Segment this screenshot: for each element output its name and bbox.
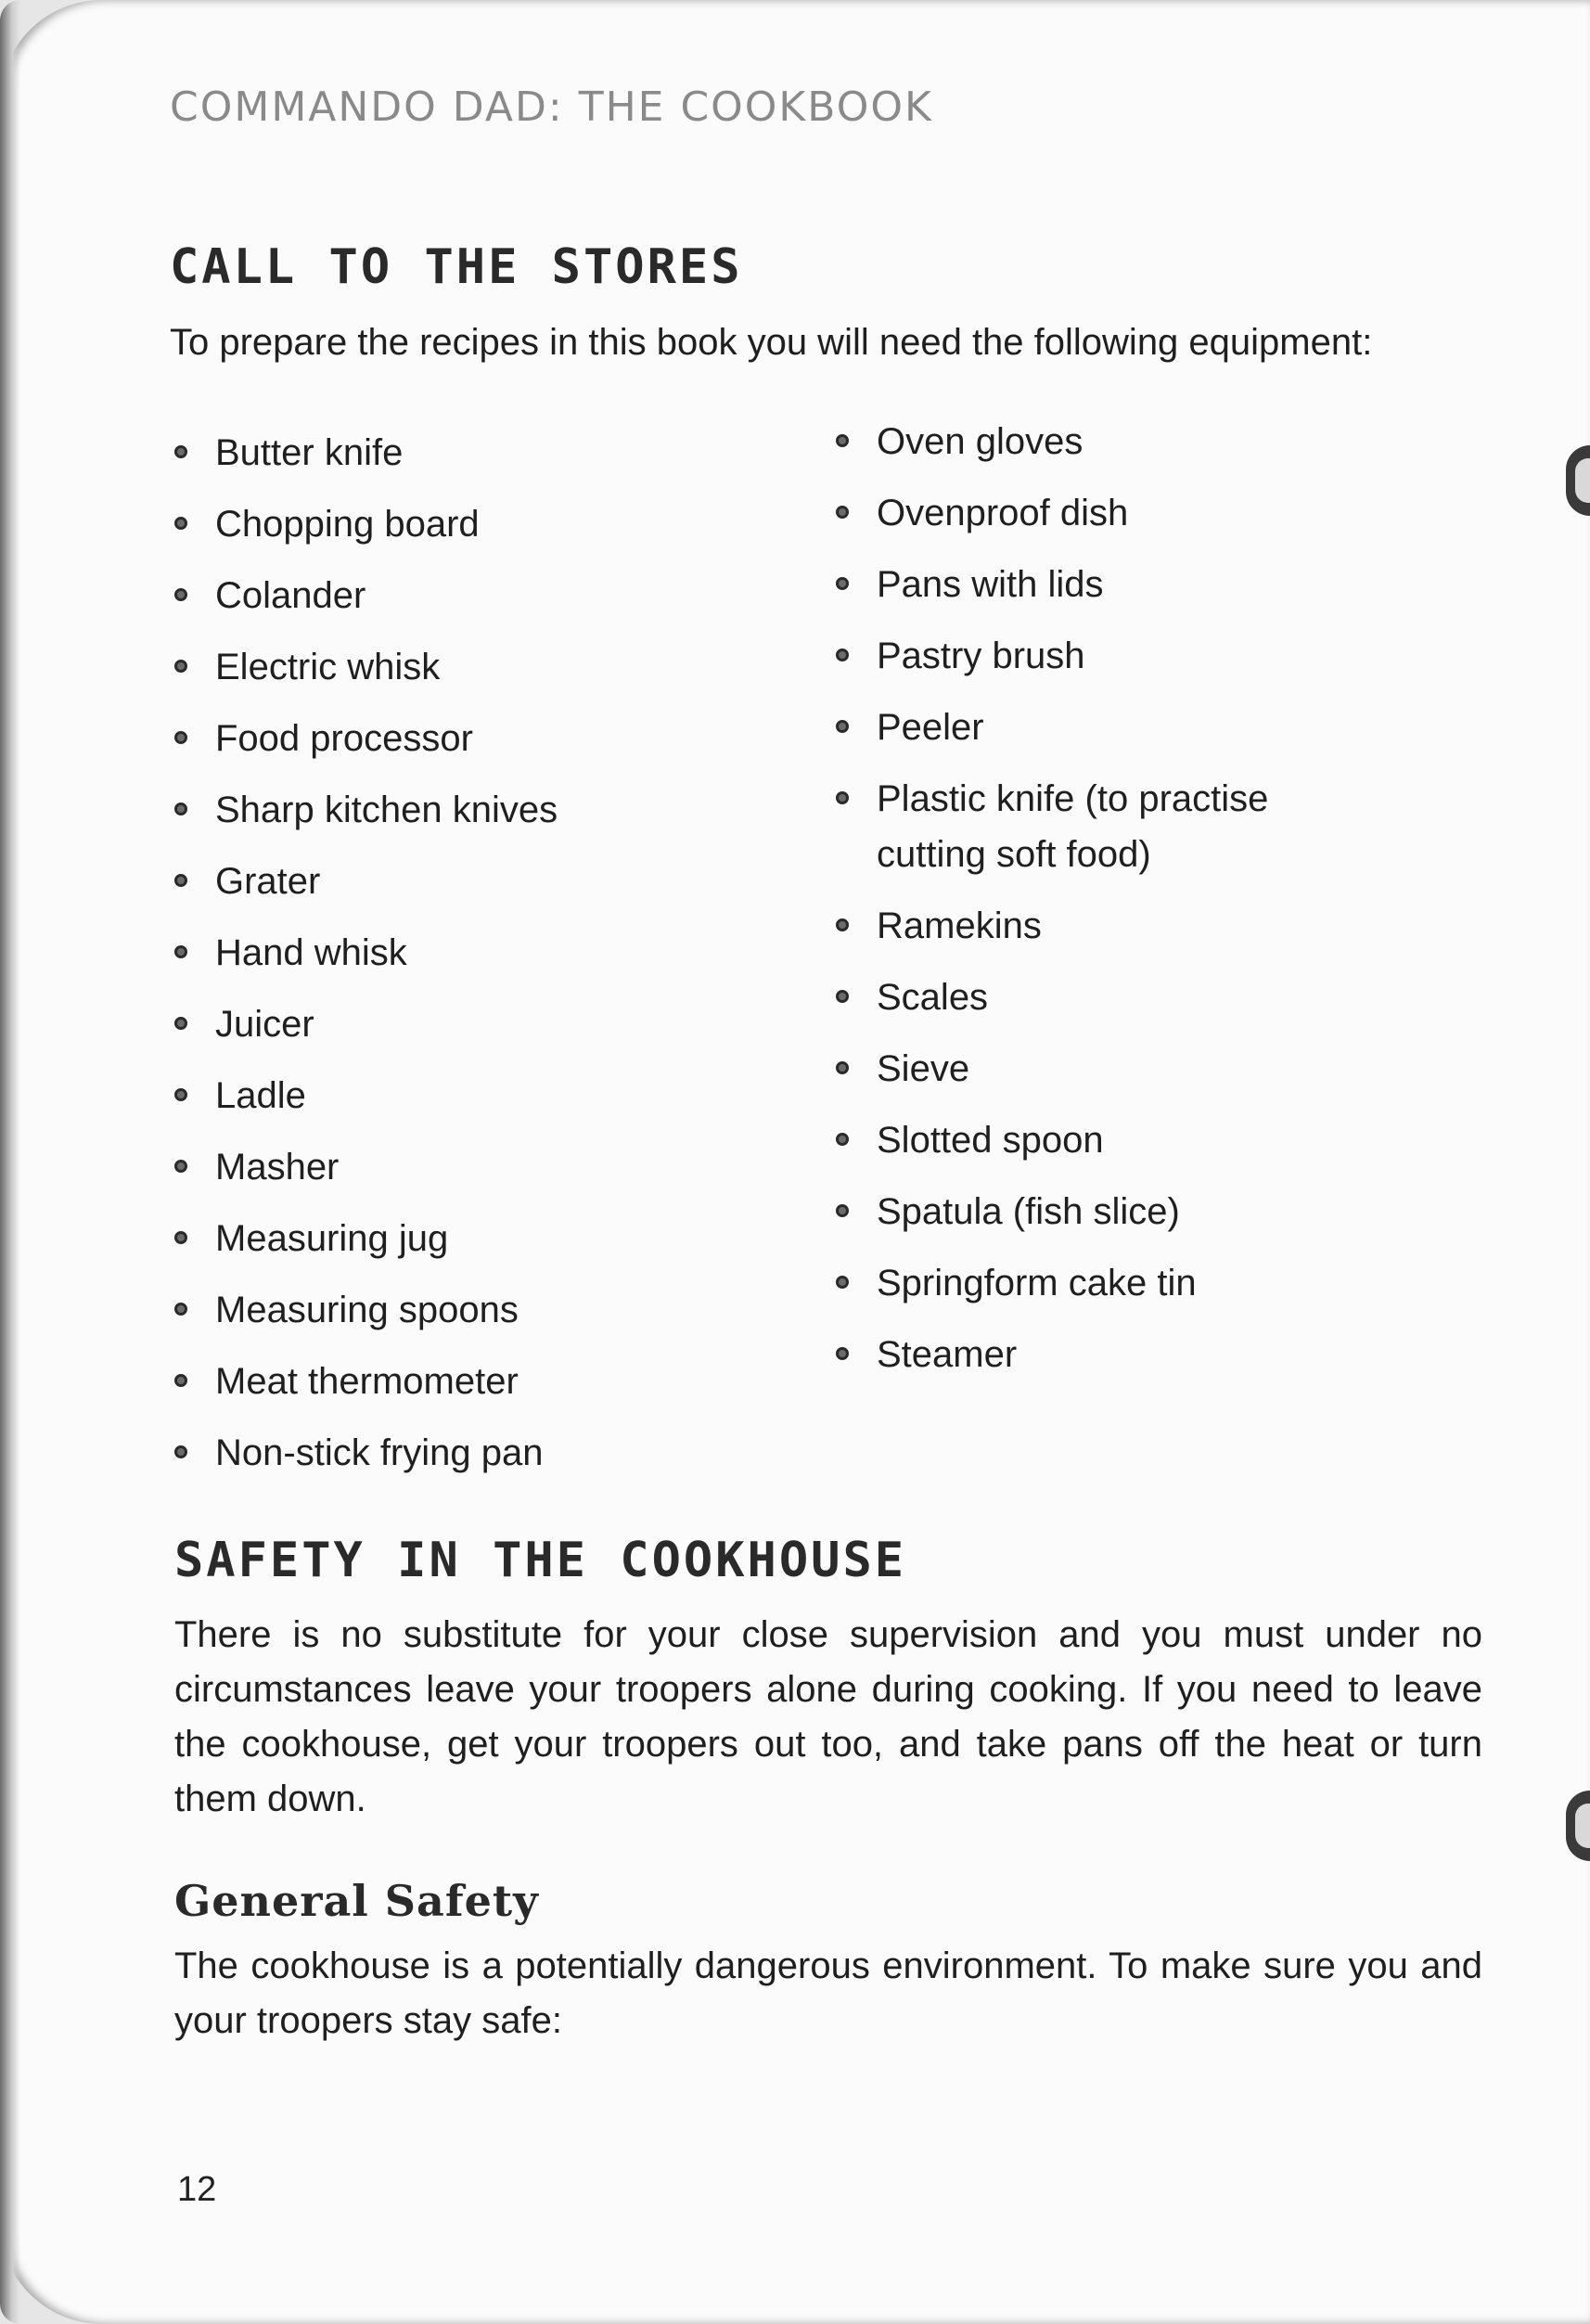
bullet-icon	[174, 731, 187, 744]
list-item: Meat thermometer	[172, 1354, 558, 1425]
bullet-icon	[174, 1374, 187, 1387]
list-item: Measuring jug	[172, 1211, 558, 1282]
page-number: 12	[177, 2170, 217, 2209]
list-item: Ovenproof dish	[833, 485, 1322, 557]
list-item: Peeler	[833, 700, 1322, 771]
bullet-icon	[174, 445, 187, 458]
bullet-icon	[836, 918, 849, 931]
list-item: Sharp kitchen knives	[172, 782, 558, 854]
bullet-icon	[174, 802, 187, 815]
bullet-icon	[836, 990, 849, 1003]
list-item: Pans with lids	[833, 557, 1322, 628]
bullet-icon	[836, 791, 849, 804]
bullet-icon	[174, 1088, 187, 1101]
bullet-icon	[836, 648, 849, 661]
bullet-icon	[836, 720, 849, 733]
general-safety-title: General Safety	[174, 1876, 539, 1926]
page-curl-edge	[0, 0, 20, 2324]
list-item: Pastry brush	[833, 628, 1322, 700]
list-item: Oven gloves	[833, 414, 1322, 485]
bullet-icon	[174, 1445, 187, 1458]
list-item: Springform cake tin	[833, 1255, 1322, 1327]
list-item: Grater	[172, 854, 558, 925]
list-item: Non-stick frying pan	[172, 1425, 558, 1496]
bullet-icon	[174, 1303, 187, 1316]
bullet-icon	[836, 1204, 849, 1217]
safety-body: There is no substitute for your close supervision and you must under no circumstances leave your troopers alone during cooking. If you need to leave the cookhouse, get your troopers out too, and take pans off the heat or turn them down.	[174, 1614, 1482, 1819]
safety-title: SAFETY IN THE COOKHOUSE	[174, 1533, 907, 1588]
equipment-list-right	[833, 414, 1322, 1398]
binding-ring	[1566, 445, 1590, 516]
bullet-icon	[174, 1017, 187, 1030]
call-to-stores-title: CALL TO THE STORES	[170, 239, 743, 295]
binding-ring	[1566, 1791, 1590, 1861]
list-item: Colander	[172, 568, 558, 639]
running-head: COMMANDO DAD: THE COOKBOOK	[170, 83, 933, 131]
list-item: Ladle	[172, 1068, 558, 1139]
list-item: Masher	[172, 1139, 558, 1211]
list-item: Scales	[833, 969, 1322, 1041]
list-item: Electric whisk	[172, 639, 558, 711]
list-item: Chopping board	[172, 496, 558, 568]
equipment-list-left	[172, 425, 558, 1496]
list-item: Steamer	[833, 1327, 1322, 1398]
bullet-icon	[836, 1276, 849, 1289]
list-item: Juicer	[172, 996, 558, 1068]
bullet-icon	[836, 506, 849, 519]
bullet-icon	[174, 1231, 187, 1244]
bullet-icon	[836, 1061, 849, 1074]
bullet-icon	[836, 577, 849, 590]
list-item: Butter knife	[172, 425, 558, 496]
bullet-icon	[836, 1347, 849, 1360]
bullet-icon	[836, 434, 849, 447]
bullet-icon	[174, 588, 187, 601]
bullet-icon	[174, 945, 187, 958]
list-item: Ramekins	[833, 898, 1322, 969]
list-item: Plastic knife (to practise cutting soft food)	[833, 771, 1322, 898]
bullet-icon	[174, 874, 187, 887]
list-item: Spatula (fish slice)	[833, 1184, 1322, 1255]
equipment-intro: To prepare the recipes in this book you will need the following equipment:	[170, 322, 1373, 363]
bullet-icon	[174, 1160, 187, 1173]
list-item: Food processor	[172, 711, 558, 782]
bullet-icon	[174, 517, 187, 530]
general-safety-body: The cookhouse is a potentially dangerous environment. To make sure you and your troopers stay safe:	[174, 1945, 1482, 2041]
list-item: Hand whisk	[172, 925, 558, 996]
list-item: Measuring spoons	[172, 1282, 558, 1354]
list-item: Slotted spoon	[833, 1112, 1322, 1184]
bullet-icon	[174, 660, 187, 673]
bullet-icon	[836, 1133, 849, 1146]
list-item: Sieve	[833, 1041, 1322, 1112]
